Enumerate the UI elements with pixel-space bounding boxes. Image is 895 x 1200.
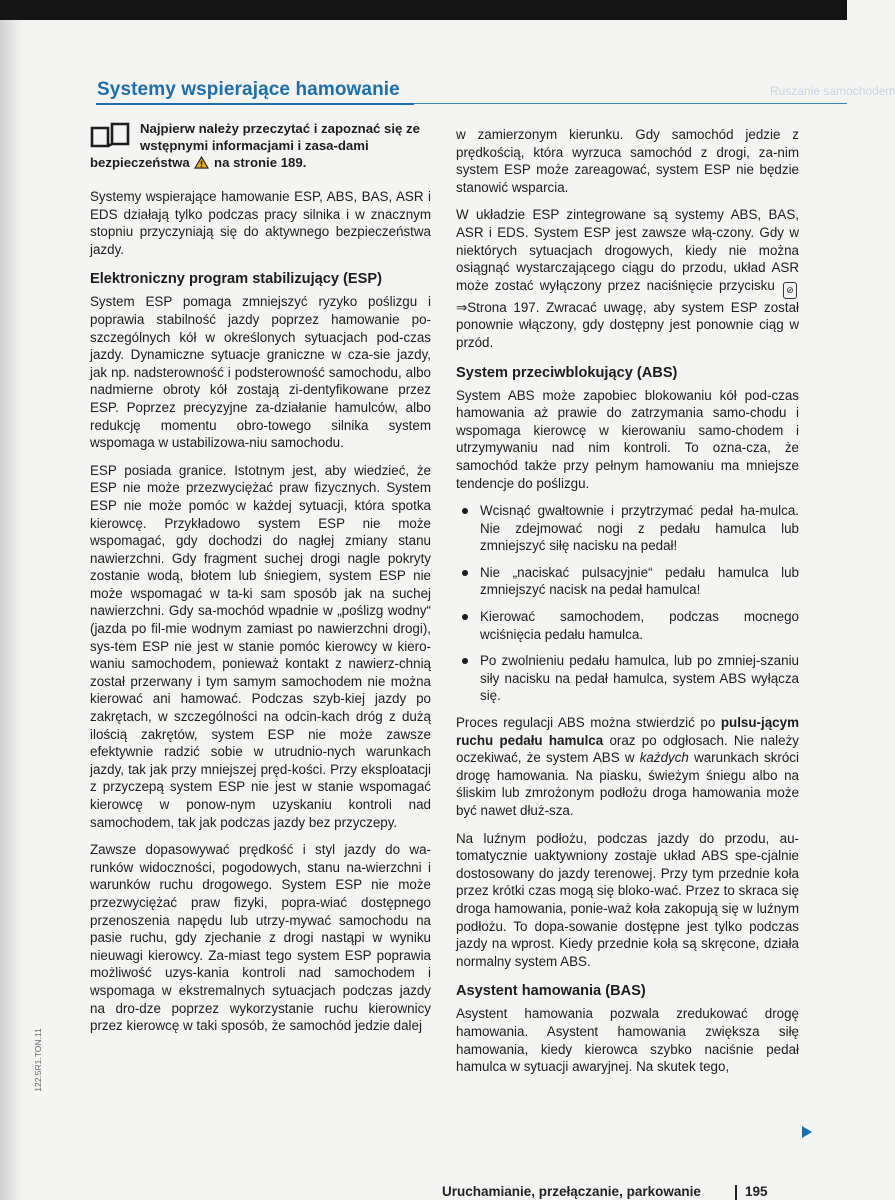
page-title: Systemy wspierające hamowanie — [97, 79, 400, 100]
esp-paragraph-1: System ESP pomaga zmniejszyć ryzyko poślizgu i poprawia stabilność jazdy poprzez hamowanie po-szczególnych kół w określonych sytuacjach pod-czas jazdy. Dynamiczne sytuacje graniczne w cza-sie jazdy, jak np. nadsterowność i podsterowność samochodu, albo nadmierne obroty kół zostają zi-dentyfikowane przez ESP. Poprzez precyzyjne za-działanie hamulców, albo redukcję momentu obro-towego silnika system wspomaga w ustabilizowa-niu samochodu. — [90, 294, 431, 451]
esp-heading: Elektroniczny program stabilizujący (ESP) — [90, 271, 382, 288]
side-print-code: 122.5R1.TON.11 — [33, 1028, 43, 1092]
bullet-icon — [462, 508, 468, 514]
page-reference: ⇒Strona 197. — [456, 299, 540, 315]
footer-divider — [735, 1185, 737, 1200]
left-column — [90, 120, 431, 1045]
list-item: Nie „naciskać pulsacyjnie“ pedału hamulca lub zmniejszyć nacisk na pedał hamulca! — [456, 564, 799, 599]
book-icon — [90, 122, 130, 150]
list-item: Wcisnąć gwałtownie i przytrzymać pedał ha-mulca. Nie zdejmować nogi z pedału hamulca lub zmniejszyć siłę nacisku na pedał! — [456, 502, 799, 555]
title-rule — [414, 103, 847, 104]
bas-paragraph-1: Asystent hamowania pozwala zredukować drogę hamowania. Asystent hamowania zwiększa siłę hamowania, kiedy kierowca szybko naciśnie pedał hamulca w sytuacji awaryjnej. Na skutek tego, — [456, 1006, 799, 1075]
bullet-icon — [462, 658, 468, 664]
abs-instruction-list — [456, 502, 799, 705]
abs-heading: System przeciwblokujący (ABS) — [456, 364, 678, 381]
safety-note-text: Najpierw należy przeczytać i zapoznać się ze wstępnymi informacjami i zasa-dami bezpieczeństwa — [90, 121, 420, 170]
esp-paragraph-2: ESP posiada granice. Istotnym jest, aby wiedzieć, że ESP nie może przezwyciężać praw fizycznych. System ESP nie może pomóc w każdej sytuacji, która spotka kierowcę. Przykładowo system ESP nie może wspomagać, gdy dochodzi do nagłej zmiany stanu nawierzchni. Gdy fragment suchej drogi nagle pokryty zostanie wodą, błotem lub śniegiem, system ESP nie może wspomagać w ta-ki sam sposób jak na suchej nawierzchni. Gdy sa-mochód wpadnie w „poślizg wodny“ (jazda po fil-mie wodnym zamiast po nawierzchni drogi), sys-tem ESP nie jest w stanie pomóc kierowcy w kiero-waniu samochodem, ponieważ kontakt z nawierz-chnią został przerwany i tym samym samochodem nie można kierować ani hamować. Podczas szyb-kiej jazdy po zakrętach, w szczególności na odcin-kach dróg z dużą ilością zakrętów, system ESP nie może zawsze efektywnie radzić sobie w utrudnio-nych warunkach jazdy, tak jak przy mniejszej pręd-kości. Przy eksploatacji z przyczepą system ESP nie jest w stanie wspomagać kierowcę w ponow-nym uzyskaniu kontroli nad samochodem, tak jak podczas jazdy bez przyczepy. — [90, 462, 431, 830]
warning-triangle-icon — [194, 156, 209, 169]
safety-note-page: na stronie 189. — [214, 155, 307, 170]
abs-paragraph-3: Na luźnym podłożu, podczas jazdy do przodu, au-tomatycznie uaktywniony zostaje układ ABS spe-cjalnie dostosowany do jazdy terenowej. Przy tym przednie koła przez krótki czas mogą się bloko-wać. Przez to skraca się droga hamowania, ponie-waż koła zakopują się w luźnym podłożu. To dopa-sowanie dostępne jest tylko podczas jazdy na wprost. Kiedy przednie koła są skręcone, działa normalny system ABS. — [456, 830, 799, 969]
page-binding-shadow — [0, 20, 24, 1200]
bleed-through-text: Ruszanie samochodem — [770, 84, 895, 98]
bas-heading: Asystent hamowania (BAS) — [456, 983, 646, 1000]
right-column — [456, 126, 799, 1086]
esp-continuation: w zamierzonym kierunku. Gdy samochód jedzie z prędkością, która wyrzuca samochód z drogi, za-nim system ESP może zareagować, system ESP nie będzie stanowić wsparcia. — [456, 127, 799, 195]
title-underline — [96, 103, 414, 105]
esp-paragraph-3: Zawsze dopasowywać prędkość i styl jazdy do wa-runków widoczności, pogodowych, stanu na-wierzchni i warunków ruchu drogowego. System ESP nie może przezwyciężać praw fizyki, popra-wiać dostępnego przenoszenia napędu lub utrzy-mywać samochodu na pasie ruchu, gdy zjechanie z drogi nastąpi w wyniku nieuwagi kierowcy. Za-miast tego system ESP poprawia możliwość uzys-kania kontroli nad samochodem i wspomaga w ekstremalnych sytuacjach podczas jazdy na dro-dze poprzez wykorzystanie ruchu kierownicy przez kierowcę w taki sposób, że samochód jedzie dalej — [90, 842, 431, 1034]
intro-paragraph: Systemy wspierające hamowanie ESP, ABS, BAS, ASR i EDS działają tylko podczas pracy silnika i w znacznym stopniu przyczyniają się do aktywnego bezpieczeństwa jazdy. — [90, 189, 431, 257]
page-number: 195 — [745, 1184, 768, 1199]
abs-paragraph-1: System ABS może zapobiec blokowaniu kół pod-czas hamowania aż prawie do zatrzymania samo-chodu i wspomaga kierowcę w kierowaniu samo-chodem i utrzymywaniu nad nim kontroli. To ozna-cza, że samochód także przy pełnym hamowaniu ma mniejsze tendencje do poślizgu. — [456, 387, 799, 491]
abs-paragraph-2: Proces regulacji ABS można stwierdzić po pulsu-jącym ruchu pedału hamulca oraz po odgłosach. Nie należy oczekiwać, że system ABS w każdych warunkach skróci drogę hamowania. Na piasku, świeżym śniegu albo na śliskim lub zmrożonym podłożu droga hamowania może być nawet dłuż-sza. — [456, 715, 799, 818]
bullet-icon — [462, 614, 468, 620]
safety-note — [90, 120, 431, 171]
footer-section-title: Uruchamianie, przełączanie, parkowanie — [442, 1184, 701, 1199]
list-item: Kierować samochodem, podczas mocnego wciśnięcia pedału hamulca. — [456, 608, 799, 643]
top-edge-bar — [0, 0, 847, 20]
list-item: Po zwolnieniu pedału hamulca, lub po zmniej-szaniu siły nacisku na pedał hamulca, system ABS wyłącza się. — [456, 652, 799, 705]
esp-off-button-icon: ⊘ — [783, 282, 797, 299]
continue-arrow-icon — [802, 1126, 812, 1138]
esp-integration-paragraph: W układzie ESP zintegrowane są systemy ABS, BAS, ASR i EDS. System ESP jest zawsze włą-czony. Gdy w niektórych sytuacjach drogowych, kiedy nie można osiągnąć wystarczającego ciągu do przodu, układ ASR może zostać wyłączony przez naciśnięcie przycisku ⊘ ⇒Strona 197. Zwracać uwagę, aby system ESP został ponownie włączony, gdy dostępny jest ponownie ciąg w przód. — [456, 207, 799, 350]
bullet-icon — [462, 570, 468, 576]
